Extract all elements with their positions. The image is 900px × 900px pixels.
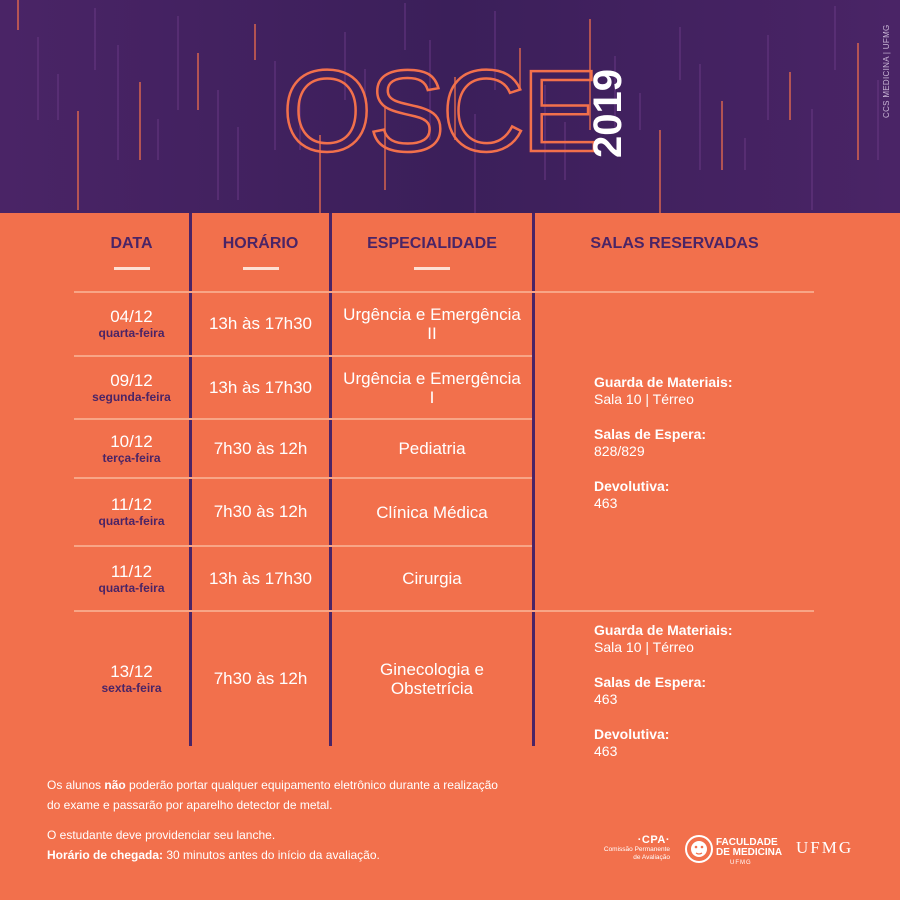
rooms-label: Guarda de Materiais: [594, 374, 733, 390]
title-text: OSCE [282, 46, 595, 176]
table-row-time: 7h30 às 12h [213, 502, 308, 521]
rooms-label: Salas de Espera: [594, 426, 707, 442]
table-row-date: 09/12 segunda-feira [92, 370, 171, 404]
rooms-label: Salas de Espera: [594, 674, 707, 690]
table-row-specialty: Ginecologia e Obstetrícia [380, 660, 484, 698]
table-row-time: 7h30 às 12h [213, 438, 308, 458]
table-row-time: 13h às 17h30 [208, 568, 313, 588]
note-line: do exame e passarão por aparelho detector de metal. [47, 798, 333, 812]
header-data: DATA [74, 235, 189, 270]
ufmg-logo: UFMG [796, 838, 854, 857]
note-line: Os alunos não poderão portar qualquer equipamento eletrônico durante a realização [47, 778, 498, 792]
table-row-specialty: Pediatria [398, 439, 466, 458]
rooms-value: 828/829 [594, 443, 645, 459]
lion-icon [684, 832, 714, 866]
rooms-value: 463 [594, 743, 618, 759]
rooms-value: Sala 10 | Térreo [594, 639, 694, 655]
table-row-time: 13h às 17h30 [208, 314, 313, 333]
table-row-date: 10/12 terça-feira [102, 431, 161, 465]
table-row-date: 13/12 sexta-feira [101, 662, 162, 695]
table-row-time: 13h às 17h30 [208, 377, 313, 397]
table-row-time: 7h30 às 12h [213, 669, 308, 688]
table-row-specialty: Cirurgia [402, 569, 462, 588]
rooms-block [594, 622, 804, 778]
rooms-value: 463 [594, 691, 618, 707]
rooms-value: 463 [594, 495, 618, 511]
table-row-date: 11/12 quarta-feira [98, 561, 165, 595]
table-row-specialty: Urgência e Emergência II [343, 305, 521, 343]
footer-notes [47, 775, 607, 865]
table-row-date: 11/12 quarta-feira [98, 495, 165, 528]
rooms-value: Sala 10 | Térreo [594, 391, 694, 407]
cpa-logo: ·CPA· Comissão Permanente de Avaliação [603, 834, 670, 861]
table-row-specialty: Urgência e Emergência I [343, 368, 521, 407]
note-line: O estudante deve providenciar seu lanche. [47, 828, 276, 842]
faculdade-medicina-logo: FACULDADE DE MEDICINA UFMG [684, 832, 792, 868]
event-year: 2019 [586, 69, 630, 158]
rooms-label: Devolutiva: [594, 478, 670, 494]
header-salas-reservadas: SALAS RESERVADAS [590, 235, 759, 252]
rooms-block [594, 374, 804, 530]
header-horario: HORÁRIO [192, 235, 329, 270]
credit-text: CCS MEDICINA | UFMG [882, 24, 891, 118]
note-line: Horário de chegada: 30 minutos antes do início da avaliação. [47, 848, 380, 862]
table-row-date: 04/12 quarta-feira [98, 307, 165, 340]
table-row-specialty: Clínica Médica [376, 502, 488, 522]
header-banner [0, 0, 900, 213]
event-title [282, 46, 595, 176]
logos [588, 830, 878, 874]
rooms-label: Devolutiva: [594, 726, 670, 742]
header-especialidade: ESPECIALIDADE [332, 235, 532, 270]
rooms-label: Guarda de Materiais: [594, 622, 733, 638]
